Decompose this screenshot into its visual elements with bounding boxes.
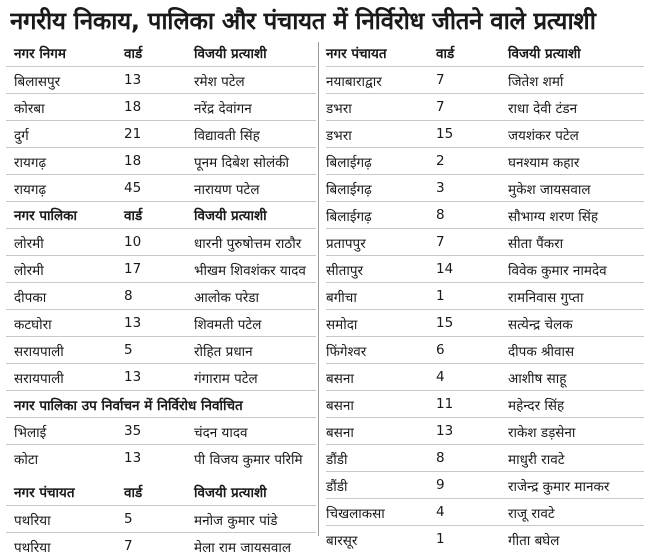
ward-number: 13 (436, 423, 454, 439)
upchunav-heading: नगर पालिका उप निर्वाचन में निर्विरोध निर्वाचित (6, 390, 316, 417)
table-row (6, 66, 316, 93)
right-nagar-panchayat-table (326, 40, 644, 552)
winner-name: विजयी प्रत्याशी (508, 46, 581, 62)
body-name: लोरमी (14, 236, 44, 252)
table-row (326, 471, 644, 498)
winner-name: पूनम दिबेश सोलंकी (194, 155, 290, 171)
body-name: दुर्ग (14, 128, 29, 144)
ward-number: 17 (124, 261, 142, 277)
table-row (326, 66, 644, 93)
winner-name: महेन्दर सिंह (508, 398, 565, 414)
body-name: बिलाईगढ़ (326, 209, 372, 225)
winner-name: रामनिवास गुप्ता (508, 290, 584, 306)
table-header (6, 479, 316, 505)
table-row (6, 120, 316, 147)
body-name: नगर पंचायत (326, 46, 387, 62)
table-row (326, 228, 644, 255)
winner-name: नारायण पटेल (194, 182, 260, 198)
ward-number: 8 (436, 450, 445, 466)
body-name: प्रतापपुर (326, 236, 366, 252)
body-name: सरायपाली (14, 371, 64, 387)
section-gap (6, 471, 316, 479)
table-row (6, 417, 316, 444)
body-name: कटघोरा (14, 317, 52, 333)
left-column (6, 40, 316, 559)
nagar-nigam-table (6, 40, 316, 201)
ward-number: 13 (124, 369, 142, 385)
winner-name: माधुरी रावटे (508, 452, 565, 468)
winner-name: पी विजय कुमार परिमि (194, 452, 303, 468)
right-column (326, 40, 644, 552)
table-row (326, 255, 644, 282)
table-row (6, 363, 316, 390)
winner-name: आलोक परेडा (194, 290, 260, 306)
table-header (326, 40, 644, 66)
winner-name: चंदन यादव (194, 425, 248, 441)
ward-number: 35 (124, 423, 142, 439)
body-name: डौंडी (326, 452, 348, 468)
body-name: सरायपाली (14, 344, 64, 360)
winner-name: मनोज कुमार पांडे (194, 513, 278, 529)
body-name: डभरा (326, 128, 352, 144)
body-name: बारसूर (326, 533, 358, 549)
body-name: समोदा (326, 317, 358, 333)
table-row (326, 120, 644, 147)
winner-name: राकेश डड़सेना (508, 425, 576, 441)
table-row (326, 93, 644, 120)
ward-number: 8 (436, 207, 445, 223)
body-name: बसना (326, 371, 354, 387)
ward-number: 14 (436, 261, 454, 277)
winner-name: विजयी प्रत्याशी (194, 46, 267, 62)
table-row (326, 525, 644, 552)
body-name: डौंडी (326, 479, 348, 495)
ward-number: 9 (436, 477, 445, 493)
ward-number: 11 (436, 396, 454, 412)
winner-name: रमेश पटेल (194, 74, 245, 90)
ward-number: 18 (124, 153, 142, 169)
table-row (326, 363, 644, 390)
ward-number: वार्ड (436, 46, 455, 62)
ward-number: 7 (436, 72, 445, 88)
ward-number: 18 (124, 99, 142, 115)
body-name: लोरमी (14, 263, 44, 279)
table-row (6, 505, 316, 532)
left-nagar-panchayat-table (6, 479, 316, 559)
table-row (6, 174, 316, 201)
body-name: रायगढ़ (14, 155, 47, 171)
ward-number: 3 (436, 180, 445, 196)
winner-name: मेला राम जायसवाल (194, 540, 292, 556)
winner-name: विवेक कुमार नामदेव (508, 263, 607, 279)
table-row (326, 444, 644, 471)
ward-number: 4 (436, 369, 445, 385)
ward-number: 13 (124, 315, 142, 331)
winner-name: आशीष साहू (508, 371, 567, 387)
winner-name: शिवमती पटेल (194, 317, 262, 333)
table-row (6, 228, 316, 255)
body-name: पथरिया (14, 540, 51, 556)
ward-number: 21 (124, 126, 142, 142)
winner-name: जितेश शर्मा (508, 74, 564, 90)
table-row (326, 336, 644, 363)
body-name: डभरा (326, 101, 352, 117)
table-header (6, 40, 316, 66)
column-divider (318, 42, 319, 536)
ward-number: 10 (124, 234, 142, 250)
winner-name: धारनी पुरुषोत्तम राठौर (194, 236, 302, 252)
winner-name: मुकेश जायसवाल (508, 182, 591, 198)
table-row (326, 417, 644, 444)
table-row (6, 147, 316, 174)
table-row (6, 255, 316, 282)
body-name: नगर निगम (14, 46, 66, 62)
page-title: नगरीय निकाय, पालिका और पंचायत में निर्विरोध जीतने वाले प्रत्याशी (10, 7, 596, 35)
winner-name: भीखम शिवशंकर यादव (194, 263, 306, 279)
table-row (326, 282, 644, 309)
body-name: बसना (326, 398, 354, 414)
table-row (326, 498, 644, 525)
body-name: नगर पालिका (14, 208, 77, 224)
winner-name: गंगाराम पटेल (194, 371, 258, 387)
table-row (326, 309, 644, 336)
body-name: कोटा (14, 452, 39, 468)
winner-name: विजयी प्रत्याशी (194, 208, 267, 224)
table-row (6, 282, 316, 309)
ward-number: वार्ड (124, 208, 143, 224)
winner-name: राजेन्द्र कुमार मानकर (508, 479, 610, 495)
table-row (6, 309, 316, 336)
winner-name: सत्येन्द्र चेलक (508, 317, 573, 333)
winner-name: सौभाग्य शरण सिंह (508, 209, 599, 225)
winner-name: राधा देवी टंडन (508, 101, 578, 117)
table-row (326, 147, 644, 174)
body-name: कोरबा (14, 101, 45, 117)
ward-number: 5 (124, 342, 133, 358)
nagar-palika-table (6, 201, 316, 390)
ward-number: 6 (436, 342, 445, 358)
body-name: दीपका (14, 290, 47, 306)
ward-number: 13 (124, 72, 142, 88)
table-row (6, 336, 316, 363)
ward-number: 4 (436, 504, 445, 520)
ward-number: वार्ड (124, 485, 143, 501)
winner-name: राजू रावटे (508, 506, 555, 522)
winner-name: रोहित प्रधान (194, 344, 253, 360)
ward-number: 13 (124, 450, 142, 466)
table-header (6, 201, 316, 228)
winner-name: सीता पैंकरा (508, 236, 564, 252)
winner-name: विजयी प्रत्याशी (194, 485, 267, 501)
body-name: बिलासपुर (14, 74, 61, 90)
ward-number: 5 (124, 511, 133, 527)
ward-number: 45 (124, 180, 142, 196)
body-name: बिलाईगढ़ (326, 182, 372, 198)
body-name: चिखलाकसा (326, 506, 385, 522)
table-row (326, 201, 644, 228)
upchunav-table (6, 417, 316, 471)
body-name: बिलाईगढ़ (326, 155, 372, 171)
table-row (6, 93, 316, 120)
ward-number: 7 (436, 234, 445, 250)
body-name: नयाबाराद्वार (326, 74, 382, 90)
table-row (6, 532, 316, 559)
body-name: रायगढ़ (14, 182, 47, 198)
ward-number: 15 (436, 315, 454, 331)
ward-number: 8 (124, 288, 133, 304)
winner-name: दीपक श्रीवास (508, 344, 575, 360)
winner-name: नरेंद्र देवांगन (194, 101, 252, 117)
ward-number: 1 (436, 288, 445, 304)
ward-number: 1 (436, 531, 445, 547)
ward-number: 7 (436, 99, 445, 115)
body-name: भिलाई (14, 425, 47, 441)
table-row (326, 390, 644, 417)
winner-name: विद्यावती सिंह (194, 128, 260, 144)
body-name: नगर पंचायत (14, 485, 75, 501)
body-name: बसना (326, 425, 354, 441)
ward-number: 15 (436, 126, 454, 142)
table-row (326, 174, 644, 201)
ward-number: 7 (124, 538, 133, 554)
body-name: सीतापुर (326, 263, 364, 279)
body-name: बगीचा (326, 290, 357, 306)
winner-name: जयशंकर पटेल (508, 128, 579, 144)
ward-number: 2 (436, 153, 445, 169)
ward-number: वार्ड (124, 46, 143, 62)
winner-name: गीता बघेल (508, 533, 560, 549)
body-name: फिंगेश्वर (326, 344, 367, 360)
winner-name: घनश्याम कहार (508, 155, 580, 171)
table-row (6, 444, 316, 471)
body-name: पथरिया (14, 513, 51, 529)
